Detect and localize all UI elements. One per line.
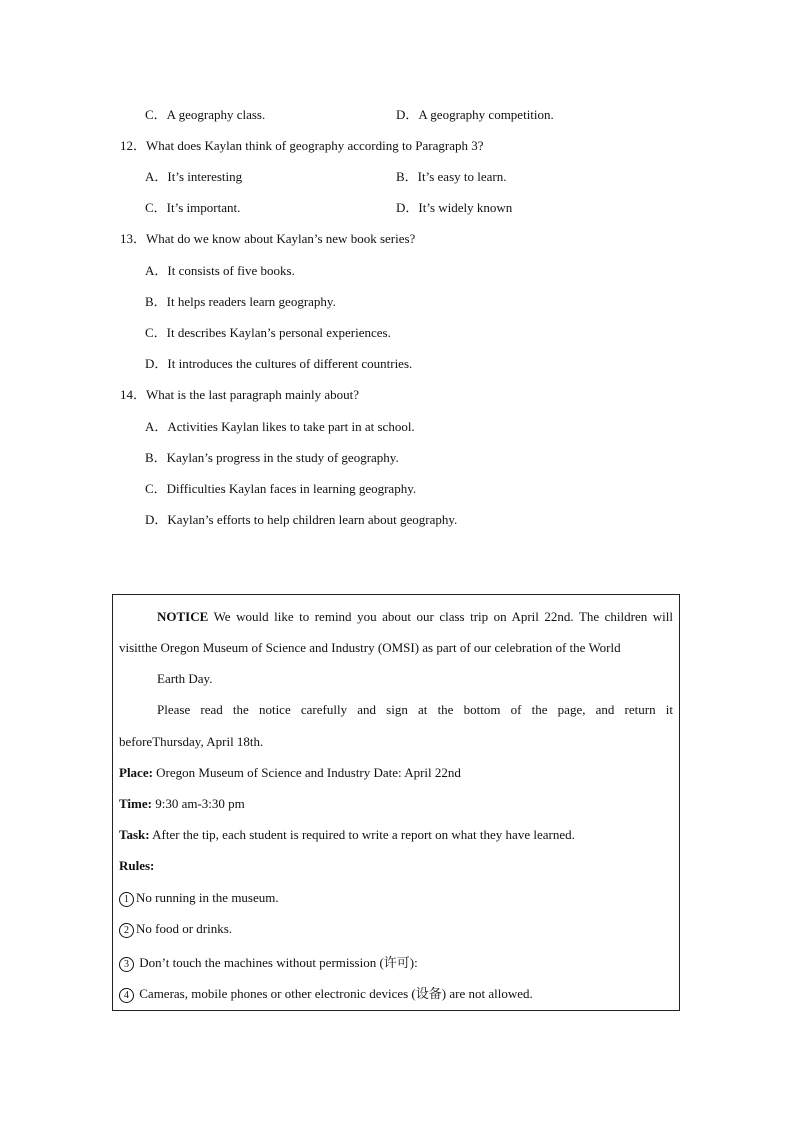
notice-p1-line2: visitthe Oregon Museum of Science and Industry (OMSI) as part of our celebration of the World — [119, 640, 621, 655]
notice-paragraph-1 — [157, 609, 673, 625]
place-value: Oregon Museum of Science and Industry Date: April 22nd — [152, 765, 461, 780]
notice-heading: NOTICE — [157, 609, 209, 624]
time-value: 9:30 am-3:30 pm — [151, 796, 245, 811]
q14-question: 14．What is the last paragraph mainly about? — [120, 387, 359, 402]
rule-text: No running in the museum. — [136, 890, 279, 905]
q13-option-d: D．It introduces the cultures of different countries. — [145, 356, 413, 371]
notice-time — [119, 796, 245, 812]
task-value: After the tip, each student is required to write a report on what they have learned. — [149, 827, 575, 842]
circled-number: 3 — [119, 957, 134, 972]
q14-option-a: A．Activities Kaylan likes to take part in at school. — [145, 419, 415, 434]
q13-option-a: A．It consists of five books. — [145, 263, 295, 278]
notice-box — [112, 594, 680, 1011]
circled-number: 1 — [119, 892, 134, 907]
q14-option-b: B．Kaylan’s progress in the study of geography. — [145, 450, 399, 465]
q12-option-c: C．It’s important. — [145, 200, 241, 215]
notice-place — [119, 765, 461, 781]
q13-option-b: B．It helps readers learn geography. — [145, 294, 336, 309]
rule-item — [119, 983, 533, 1003]
q14-option-c: C．Difficulties Kaylan faces in learning geography. — [145, 481, 417, 496]
q13-question: 13．What do we know about Kaylan’s new book series? — [120, 231, 416, 246]
q12-option-d: D．It’s widely known — [396, 200, 513, 215]
rule-item — [119, 921, 232, 938]
rule-item — [119, 952, 418, 972]
rule-item — [119, 890, 279, 907]
q12-option-b: B．It’s easy to learn. — [396, 169, 507, 184]
q14-option-d: D．Kaylan’s efforts to help children learn about geography. — [145, 512, 458, 527]
rules-label: Rules: — [119, 858, 155, 873]
rule-text: No food or drinks. — [136, 921, 233, 936]
time-label: Time: — [119, 796, 152, 811]
notice-p1-line1: We would like to remind you about our class trip on April 22nd. The children will — [208, 609, 673, 624]
rule-text: Cameras, mobile phones or other electronic devices (设备) are not allowed. — [136, 986, 533, 1001]
q11-option-c: C．A geography class. — [145, 107, 266, 122]
circled-number: 2 — [119, 923, 134, 938]
q12-question: 12．What does Kaylan think of geography according to Paragraph 3? — [120, 138, 484, 153]
task-label: Task: — [119, 827, 150, 842]
notice-task — [119, 827, 575, 843]
rule-text: Don’t touch the machines without permission (许可): — [136, 955, 418, 970]
q11-option-d: D．A geography competition. — [396, 107, 554, 122]
q13-option-c: C．It describes Kaylan’s personal experiences. — [145, 325, 391, 340]
notice-p1-line3: Earth Day. — [157, 671, 213, 686]
q12-option-a: A．It’s interesting — [145, 169, 243, 184]
notice-p2-line2: beforeThursday, April 18th. — [119, 734, 264, 749]
place-label: Place: — [119, 765, 153, 780]
notice-p2-line1: Please read the notice carefully and sign at the bottom of the page, and return it — [157, 702, 673, 717]
circled-number: 4 — [119, 988, 134, 1003]
